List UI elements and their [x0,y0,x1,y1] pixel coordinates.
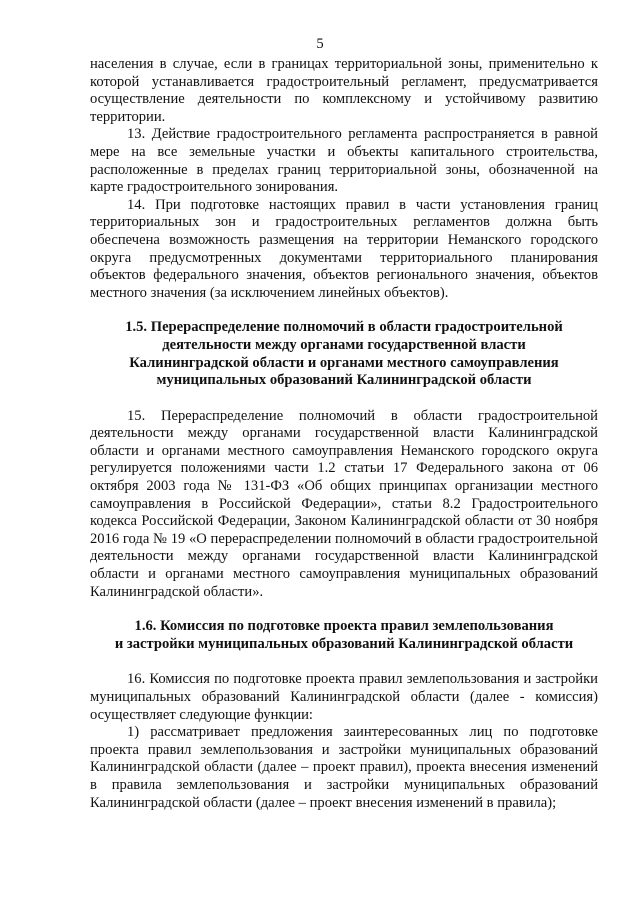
heading-line: муниципальных образований Калининградской области [156,372,532,389]
heading-line: деятельности между органами государственной власти [162,336,526,353]
page-number: 5 [316,36,324,52]
paragraph-15: 15. Перераспределение полномочий в области градостроительной деятельности между органами государственной власти Калининградской области и органами местного самоуправления Неманского городского округа регулируется положениями части 1.2 статьи 17 Федерального закона от 06 октября 2003 года № 131-ФЗ «Об общих принципах организации местного самоуправления в Российской Федерации», статьи 8.2 Градостроительного кодекса Российской Федерации, Законом Калининградской области от 30 ноября 2016 года № 19 «О перераспределении полномочий в области градостроительной деятельности между органами государственной власти Калининградской области и органами местного самоуправления муниципальных образований Калининградской области». [90,407,598,600]
section-heading-1-5 [90,319,598,389]
heading-line: 1.5. Перераспределение полномочий в области градостроительной [125,319,563,336]
paragraph-13: 13. Действие градостроительного регламента распространяется в равной мере на все земельные участки и объекты капитального строительства, расположенные в пределах границ территориальной зоны, обозначенной на карте градостроительного зонирования. [90,126,598,196]
page-content [90,56,598,812]
paragraph-14: 14. При подготовке настоящих правил в части установления границ территориальных зон и градостроительных регламентов должна быть обеспечена возможность размещения на территории Неманского городского округа предусмотренных документами территориального планирования объектов федерального значения, объектов регионального значения, объектов местного значения (за исключением линейных объектов). [90,196,598,301]
heading-line: и застройки муниципальных образований Калининградской области [114,635,574,652]
list-item-1: 1) рассматривает предложения заинтересованных лиц по подготовке проекта правил землепользования и застройки муниципальных образований Калининградской области (далее – проект правил), проекта внесения изменений в правила землепользования и застройки муниципальных образований Калининградской области (далее – проект внесения изменений в правила); [90,724,598,811]
paragraph-16: 16. Комиссия по подготовке проекта правил землепользования и застройки муниципальных образований Калининградской области (далее - комиссия) осуществляет следующие функции: [90,671,598,723]
section-heading-1-6 [90,618,598,653]
paragraph-continuation: населения в случае, если в границах территориальной зоны, применительно к которой устанавливается градостроительный регламент, предусматривается осуществление деятельности по комплексному и устойчивому развитию территории. [90,56,598,125]
heading-line: 1.6. Комиссия по подготовке проекта правил землепользования [134,618,554,635]
heading-line: Калининградской области и органами местного самоуправления [129,354,559,371]
